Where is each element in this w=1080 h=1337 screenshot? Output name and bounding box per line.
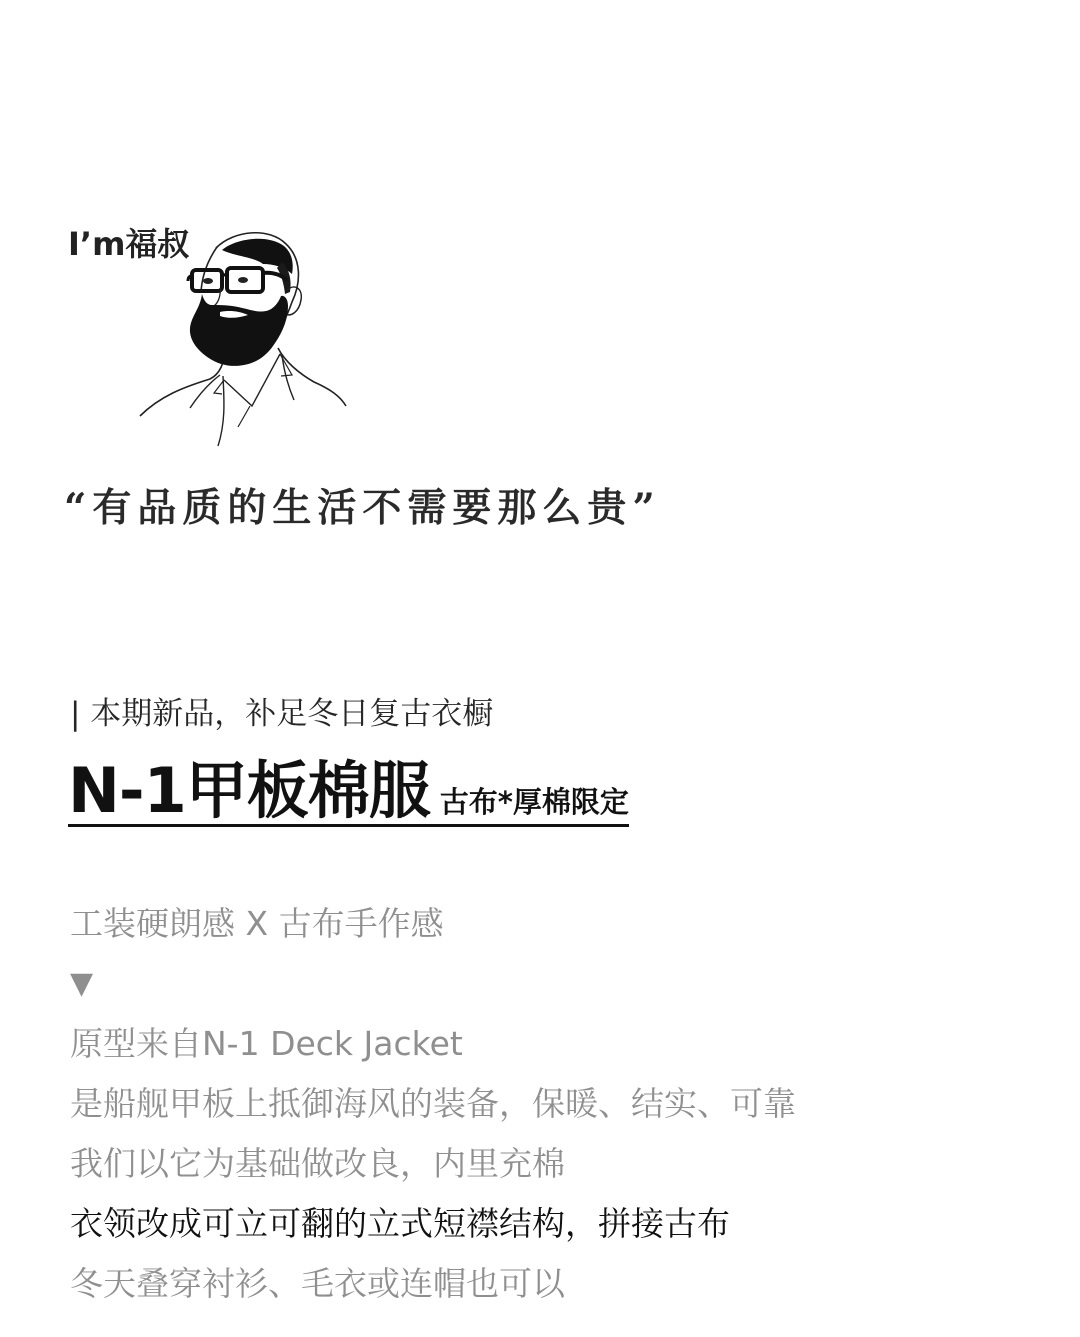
description-line-2: 是船舰甲板上抵御海风的装备，保暖、结实、可靠 [70,1084,796,1123]
description-line-1: 原型来自N-1 Deck Jacket [70,1024,463,1063]
product-description [70,894,1000,1314]
description-line-3: 我们以它为基础做改良，内里充棉 [70,1144,565,1183]
product-tag: 古布*厚棉限定 [439,785,629,819]
product-title: N-1甲板棉服 [68,754,430,827]
section-intro: | 本期新品，补足冬日复古衣橱 [70,696,494,732]
down-arrow-icon: ▼ [70,966,94,1001]
description-highlight-line: 衣领改成可立可翻的立式短襟结构，拼接古布 [70,1204,730,1243]
description-line-5: 冬天叠穿衬衫、毛衣或连帽也可以 [70,1264,565,1303]
intro-label: I’m福叔 [68,225,190,263]
description-subheading: 工装硬朗感 X 古布手作感 [70,904,444,943]
slogan: “有品质的生活不需要那么贵” [64,485,661,531]
bearded-man-portrait-icon [132,222,352,450]
product-title-row [68,754,629,827]
